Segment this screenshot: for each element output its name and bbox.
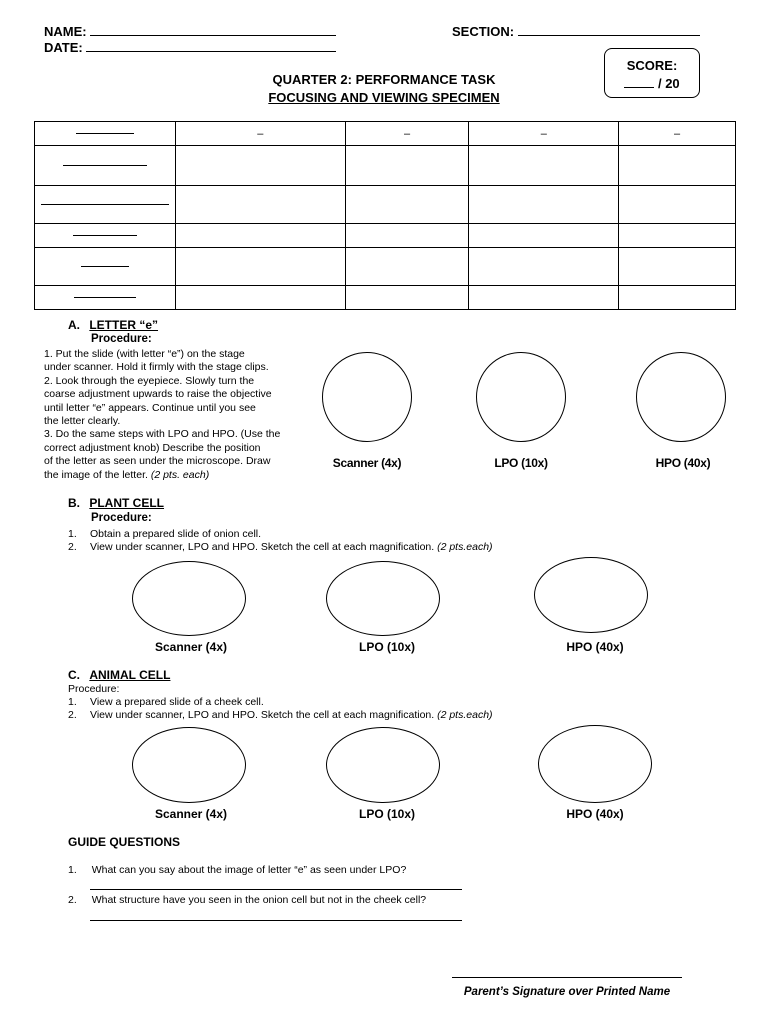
step-text: Obtain a prepared slide of onion cell. — [90, 528, 262, 540]
data-table — [34, 121, 736, 310]
points-note: (2 pts.each) — [437, 541, 493, 554]
table-header-row — [35, 122, 736, 146]
section-b-procedure-label: Procedure: — [91, 512, 152, 524]
section-b-letter: B. — [68, 496, 80, 510]
drawing-oval-animal-hpo[interactable] — [538, 725, 652, 803]
table-cell[interactable] — [175, 186, 345, 224]
caption-plant-scanner: Scanner (4x) — [154, 640, 228, 654]
table-cell[interactable] — [469, 146, 619, 186]
list-item — [68, 709, 668, 722]
question-text: What structure have you seen in the onion cell but not in the cheek cell? — [91, 894, 427, 906]
caption-scanner: Scanner (4x) — [332, 456, 402, 470]
table-cell[interactable] — [469, 286, 619, 310]
caption-lpo: LPO (10x) — [494, 456, 548, 470]
procedure-line: 3. Do the same steps with LPO and HPO. (Use the — [44, 428, 281, 441]
table-header-cell: – — [619, 122, 736, 146]
table-header-cell: – — [345, 122, 469, 146]
table-row-label — [35, 186, 176, 224]
drawing-oval-plant-lpo[interactable] — [326, 561, 440, 636]
procedure-line: coarse adjustment upwards to raise the objective — [44, 388, 272, 401]
procedure-line: under scanner. Hold it firmly with the stage clips. — [44, 361, 269, 374]
procedure-line — [44, 469, 314, 482]
page-title: QUARTER 2: PERFORMANCE TASK — [272, 72, 496, 87]
procedure-line: the letter clearly. — [44, 415, 121, 428]
section-row — [452, 24, 700, 39]
table-header-cell — [35, 122, 176, 146]
caption-animal-hpo: HPO (40x) — [566, 807, 624, 821]
caption-animal-scanner: Scanner (4x) — [154, 807, 228, 821]
date-label: DATE: — [44, 40, 83, 55]
table-cell[interactable] — [469, 186, 619, 224]
procedure-line: correct adjustment knob) Describe the position — [44, 441, 261, 454]
name-label: NAME: — [44, 24, 87, 39]
answer-line-1[interactable] — [90, 889, 462, 890]
section-a-procedure-label: Procedure: — [91, 333, 152, 345]
table-row-label — [35, 146, 176, 186]
procedure-line: 1. Put the slide (with letter “e”) on the stage — [44, 348, 245, 360]
table-cell[interactable] — [619, 186, 736, 224]
name-field[interactable] — [90, 25, 336, 36]
table-row-label — [35, 224, 176, 248]
table-row — [35, 286, 736, 310]
guide-questions-title: GUIDE QUESTIONS — [68, 835, 181, 849]
table-cell[interactable] — [619, 224, 736, 248]
signature-label: Parent’s Signature over Printed Name — [463, 986, 671, 998]
step-number: 2. — [68, 541, 77, 554]
section-b-heading — [68, 496, 164, 510]
step-text: View a prepared slide of a cheek cell. — [90, 696, 264, 708]
guide-question-1 — [68, 864, 406, 876]
procedure-last-line: the image of the letter. — [44, 468, 148, 481]
section-c-steps — [68, 696, 668, 723]
table-row-label — [35, 286, 176, 310]
table-row — [35, 146, 736, 186]
section-a-title: LETTER “e” — [89, 318, 159, 332]
date-field[interactable] — [86, 41, 336, 52]
caption-hpo: HPO (40x) — [655, 456, 711, 470]
score-total: / 20 — [657, 76, 680, 91]
table-cell[interactable] — [345, 286, 469, 310]
date-row — [44, 40, 336, 55]
table-cell[interactable] — [469, 248, 619, 286]
list-item — [68, 528, 668, 541]
table-cell[interactable] — [345, 248, 469, 286]
step-text: View under scanner, LPO and HPO. Sketch the cell at each magnification. — [90, 541, 435, 554]
score-field[interactable] — [624, 77, 654, 88]
table-row — [35, 224, 736, 248]
caption-animal-lpo: LPO (10x) — [358, 807, 415, 821]
table-cell[interactable] — [619, 248, 736, 286]
points-note: (2 pts. each) — [150, 468, 210, 481]
table-cell[interactable] — [345, 186, 469, 224]
section-c-title: ANIMAL CELL — [89, 668, 171, 682]
table-cell[interactable] — [175, 224, 345, 248]
table-header-cell: – — [175, 122, 345, 146]
drawing-oval-animal-lpo[interactable] — [326, 727, 440, 803]
table-cell[interactable] — [345, 146, 469, 186]
procedure-line: until letter “e” appears. Continue until you see — [44, 401, 256, 414]
answer-line-2[interactable] — [90, 920, 462, 921]
table-row-label — [35, 248, 176, 286]
table-cell[interactable] — [175, 146, 345, 186]
list-item — [68, 541, 668, 554]
drawing-oval-plant-scanner[interactable] — [132, 561, 246, 636]
section-a-heading — [68, 318, 158, 332]
table-header-cell: – — [469, 122, 619, 146]
caption-plant-lpo: LPO (10x) — [358, 640, 415, 654]
score-box — [604, 48, 700, 98]
question-text: What can you say about the image of letter “e” as seen under LPO? — [91, 864, 407, 876]
step-number: 2. — [68, 709, 77, 722]
step-number: 1. — [68, 696, 77, 708]
score-line — [605, 75, 699, 93]
drawing-circle-scanner[interactable] — [322, 352, 412, 442]
section-b-title: PLANT CELL — [89, 496, 165, 510]
signature-line[interactable] — [452, 977, 682, 978]
drawing-circle-hpo[interactable] — [636, 352, 726, 442]
name-row — [44, 24, 336, 39]
section-c-procedure-label: Procedure: — [68, 683, 120, 695]
procedure-line: 2. Look through the eyepiece. Slowly turn the — [44, 374, 255, 387]
table-cell[interactable] — [469, 224, 619, 248]
step-text: View under scanner, LPO and HPO. Sketch the cell at each magnification. — [90, 709, 435, 722]
drawing-oval-plant-hpo[interactable] — [534, 557, 648, 633]
table-cell[interactable] — [175, 286, 345, 310]
section-c-heading — [68, 668, 170, 682]
guide-question-2 — [68, 894, 426, 906]
table-cell[interactable] — [619, 146, 736, 186]
section-a-procedure — [44, 348, 314, 482]
page-subtitle: FOCUSING AND VIEWING SPECIMEN — [268, 90, 500, 105]
caption-plant-hpo: HPO (40x) — [566, 640, 624, 654]
procedure-line: of the letter as seen under the microscope. Draw — [44, 455, 271, 468]
points-note: (2 pts.each) — [437, 709, 493, 722]
question-number: 2. — [68, 894, 77, 906]
step-number: 1. — [68, 528, 77, 540]
section-c-letter: C. — [68, 668, 80, 682]
score-label: SCORE: — [626, 58, 678, 73]
section-label: SECTION: — [452, 24, 515, 39]
table-row — [35, 248, 736, 286]
table-cell[interactable] — [619, 286, 736, 310]
table-cell[interactable] — [175, 248, 345, 286]
question-number: 1. — [68, 864, 77, 876]
list-item — [68, 696, 668, 709]
section-b-steps — [68, 528, 668, 555]
drawing-circle-lpo[interactable] — [476, 352, 566, 442]
section-a-letter: A. — [68, 318, 80, 332]
table-row — [35, 186, 736, 224]
drawing-oval-animal-scanner[interactable] — [132, 727, 246, 803]
section-field[interactable] — [518, 25, 700, 36]
table-cell[interactable] — [345, 224, 469, 248]
